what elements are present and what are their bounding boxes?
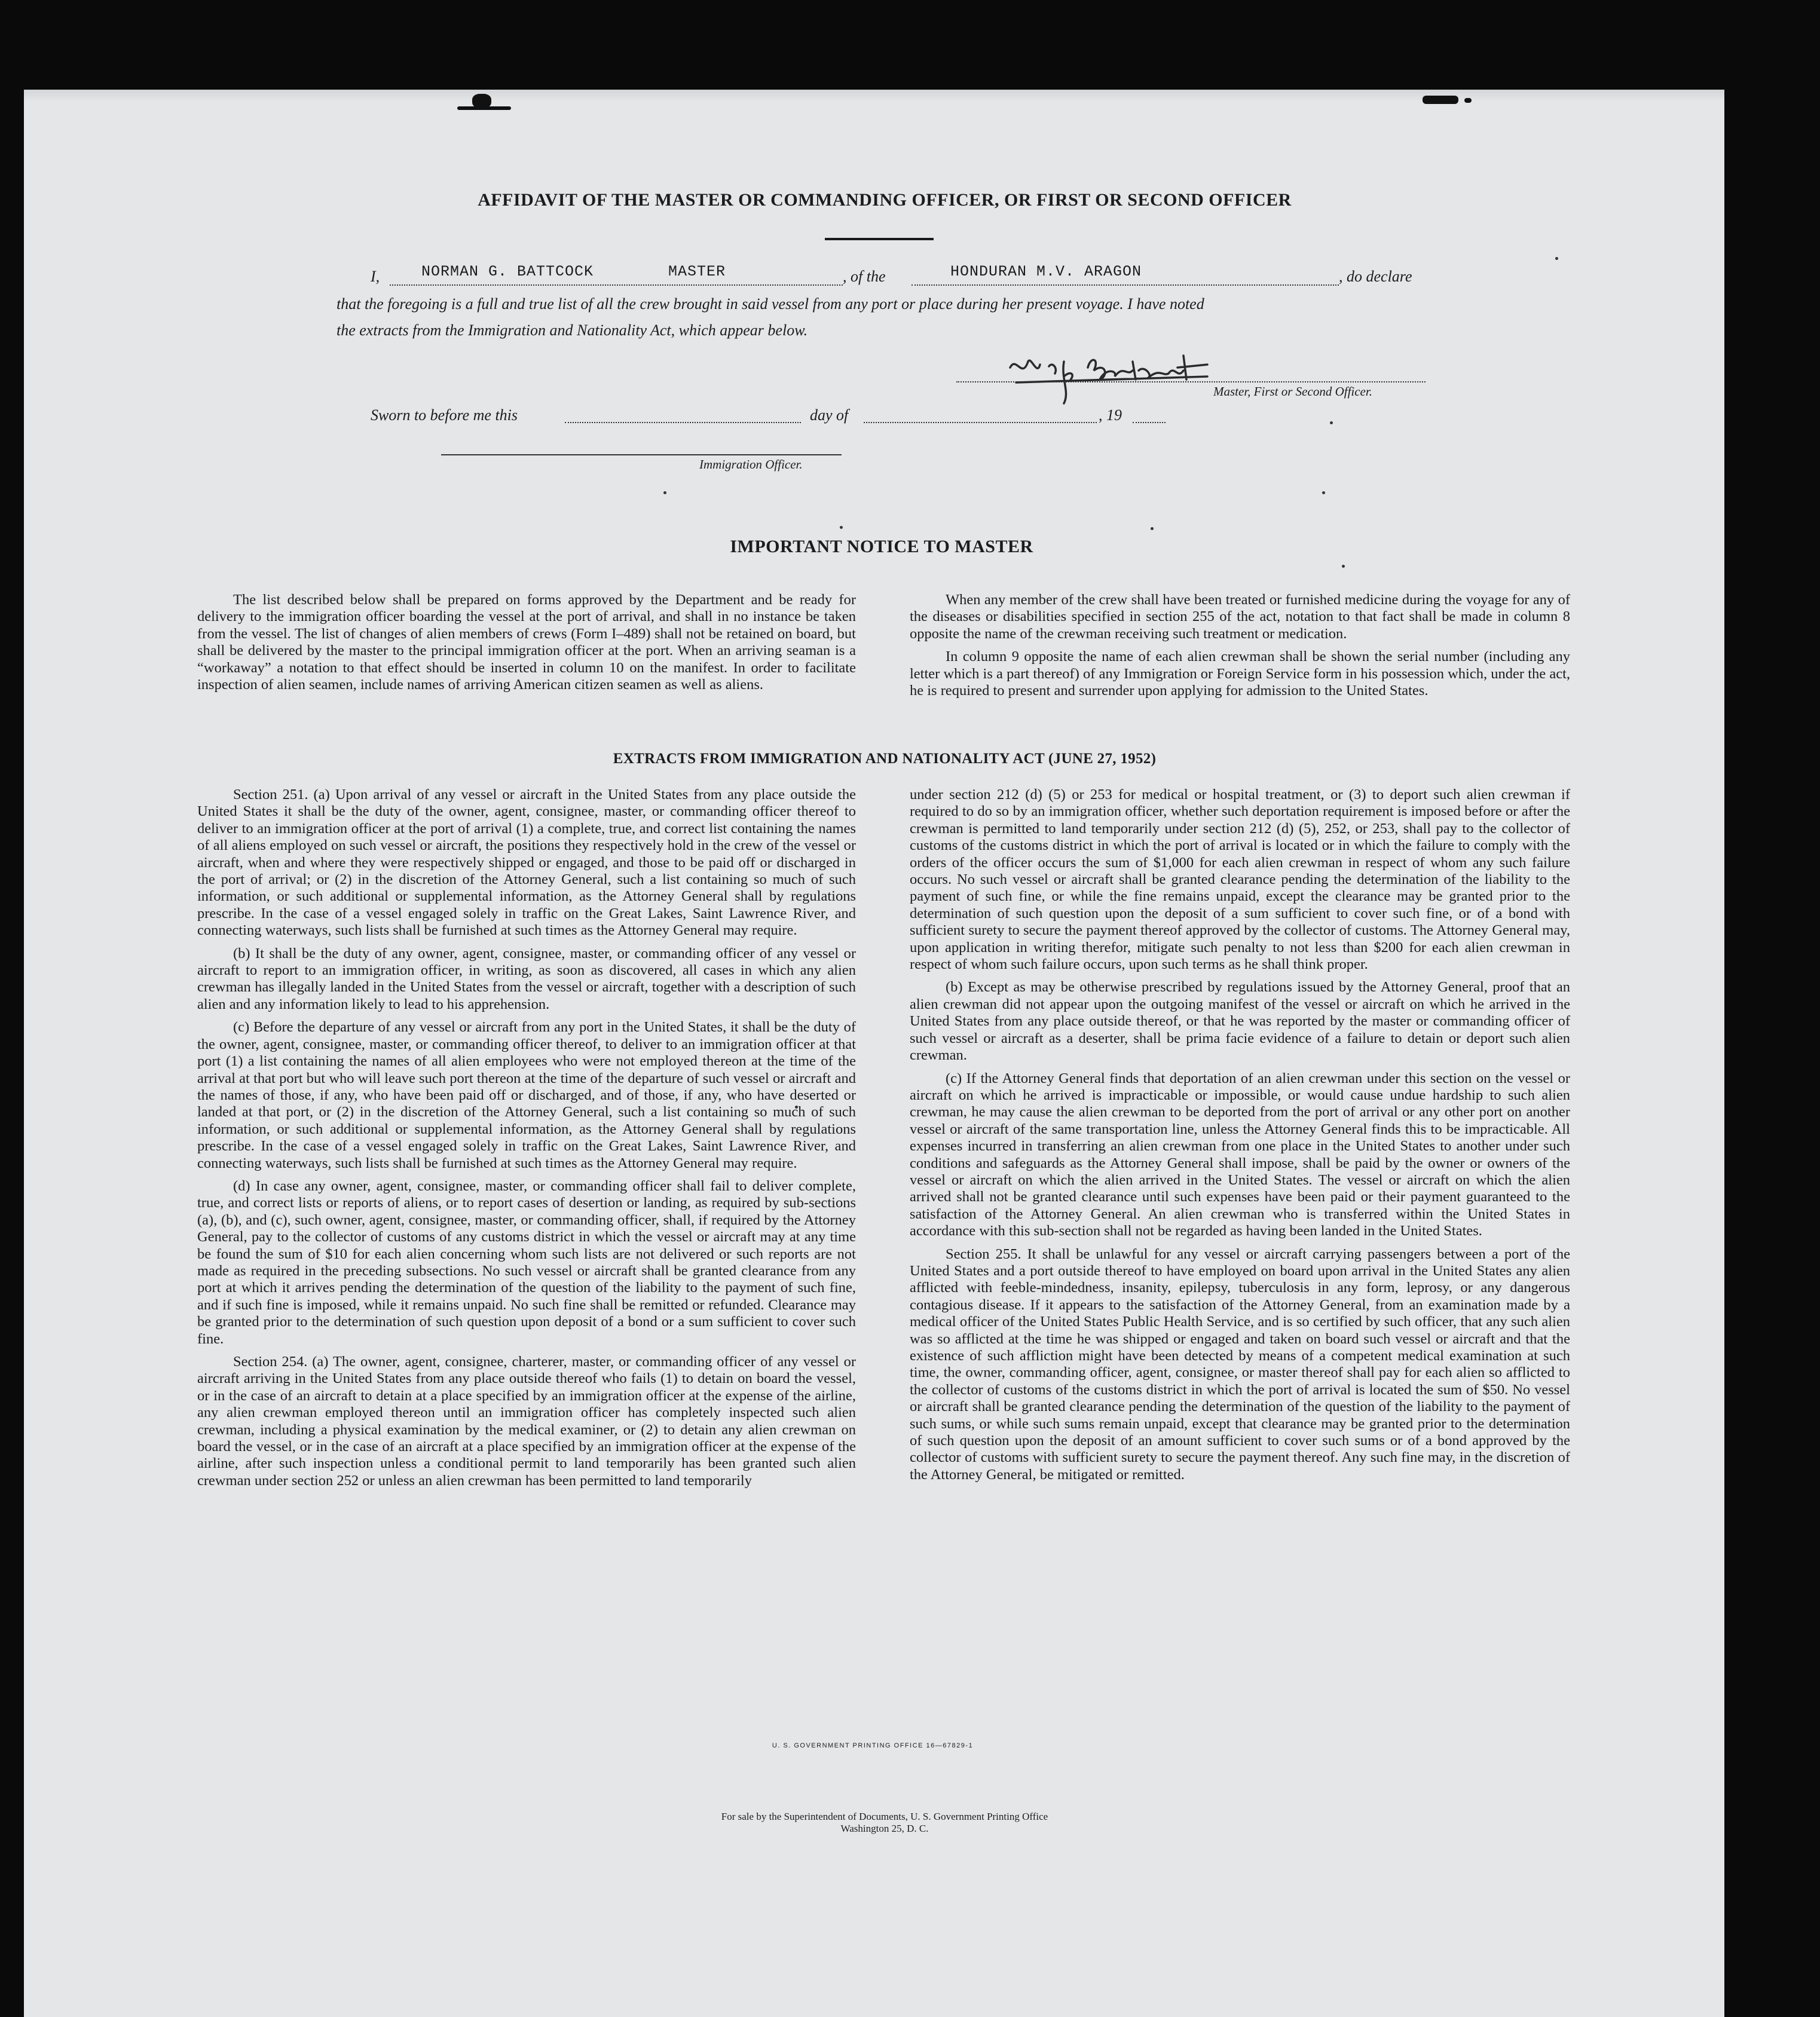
affidavit-title: AFFIDAVIT OF THE MASTER OR COMMANDING OFFICER, OR FIRST OR SECOND OFFICER [478, 190, 1292, 210]
declaration-line-1: that the foregoing is a full and true list of all the crew brought in said vessel from any port or place during her present voyage. I have noted [337, 295, 1204, 313]
typed-name: NORMAN G. BATTCOCK [421, 263, 594, 280]
notice-paragraph: In column 9 opposite the name of each alien crewman shall be shown the serial number (including any letter which is a part thereof) of any Immigration or Foreign Service form in his possession which, under the act, he is required to present and surrender upon applying for admission to the United States. [910, 648, 1570, 699]
officer-caption: Immigration Officer. [699, 457, 803, 472]
statute-paragraph: (c) If the Attorney General finds that deportation of an alien crewman under this section on the vessel or aircraft on which he arrived is impracticable or impossible, or would cause undue hardship to such alien crewman, he may cause the alien crewman to be deported from the port of arrival or any other port on another vessel or aircraft of the same transportation line, unless the Attorney General finds this to be impracticable. All expenses incurred in transferring an alien crewman from one place in the United States to another under such conditions and safeguards as the Attorney General shall impose, shall be paid by the owner or owners of the vessel or aircraft on which the alien arrived in the United States. The vessel or aircraft on which the alien arrived shall not be granted clearance until such expenses have been paid or their payment guaranteed to the satisfaction of the Attorney General. An alien crewman who is transferred within the United States in accordance with this sub-section shall not be regarded as having been landed in the United States. [910, 1070, 1570, 1239]
ink-smudge [457, 106, 511, 110]
of-the-label: , of the [843, 268, 886, 285]
typed-rank: MASTER [668, 263, 726, 280]
do-declare-label: , do declare [1339, 268, 1412, 285]
dust-speck [1342, 565, 1345, 568]
declaration-line-2: the extracts from the Immigration and Nationality Act, which appear below. [337, 322, 808, 339]
extracts-left-column [197, 786, 856, 1495]
i-label: I, [371, 268, 380, 285]
title-underline [825, 238, 934, 240]
statute-paragraph: (b) Except as may be otherwise prescribed by regulations issued by the Attorney General, proof that an alien crewman did not appear upon the outgoing manifest of the vessel or aircraft on which he arrived in the United States from any place outside thereof, or that he was reported by the master or commanding officer of such vessel or aircraft as a deserter, shall be prima facie evidence of a failure to detain or deport such alien crewman. [910, 979, 1570, 1064]
dust-speck [1555, 257, 1558, 260]
sworn-month-line [864, 422, 1097, 423]
day-of-label: day of [810, 406, 849, 424]
signature-line [956, 381, 1426, 382]
typed-vessel: HONDURAN M.V. ARAGON [950, 263, 1142, 280]
statute-paragraph: under section 212 (d) (5) or 253 for medical or hospital treatment, or (3) to deport such alien crewman if required to do so by an immigration officer, whether such deportation requirement is imposed before or after the crewman is permitted to land temporarily under section 212 (d) (5), 252, or 253, shall pay to the collector of customs of the customs district in which the port of arrival is located or in which the failure to comply with the orders of the officer occurs the sum of $1,000 for each alien crewman in respect of whom any such failure occurs. No such vessel or aircraft shall be granted clearance pending the determination of the liability to the payment of such fine, or while the fine remains unpaid, except the clearance may be granted prior to the determination of such question upon the deposit of a sum sufficient to cover such fine, or of a bond with sufficient surety to secure the payment thereof approved by the collector of customs. The Attorney General may, upon application in writing therefor, mitigate such penalty to not less than $200 for each alien crewman in respect of whom such failure occurs, upon such terms as he shall think proper. [910, 786, 1570, 973]
extracts-title: EXTRACTS FROM IMMIGRATION AND NATIONALITY ACT (JUNE 27, 1952) [613, 751, 1157, 767]
name-line [390, 284, 843, 286]
statute-paragraph: (b) It shall be the duty of any owner, agent, consignee, master, or commanding officer of any vessel or aircraft to report to an immigration officer, in writing, as soon as discovered, all cases in which any alien crewman has illegally landed in the United States from the vessel or aircraft, together with a description of such alien and any information likely to lead to his apprehension. [197, 945, 856, 1012]
dust-speck [1322, 491, 1325, 494]
statute-paragraph: Section 251. (a) Upon arrival of any vessel or aircraft in the United States from any place outside the United States it shall be the duty of the owner, agent, consignee, master, or commanding officer thereof to deliver to an immigration officer at the port of arrival (1) a complete, true, and correct list containing the names of all aliens employed on such vessel or aircraft, the positions they respectively hold in the crew of the vessel or aircraft, when and where they were respectively shipped or engaged, and those to be paid off or discharged in the port of arrival; or (2) in the discretion of the Attorney General, such a list containing so much of such information, or such additional or supplemental information, as the Attorney General shall by regulations prescribe. In the case of a vessel engaged solely in traffic on the Great Lakes, Saint Lawrence River, and connecting waterways, such lists shall be furnished at such times as the Attorney General may require. [197, 786, 856, 939]
statute-paragraph: (d) In case any owner, agent, consignee, master, or commanding officer shall fail to deliver complete, true, and correct lists or reports of aliens, or to report cases of desertion or landing, as required by sub-sections (a), (b), and (c), such owner, agent, consignee, master, or commanding officer, shall, if required by the Attorney General, pay to the collector of customs of any customs district in which the vessel or aircraft may at any time be found the sum of $10 for each alien concerning whom such lists are not delivered or such reports are not made as required in the preceding subsections. No such vessel or aircraft shall be granted clearance from any port at which it arrives pending the determination of the question of the liability to the payment of such fine, and if such fine is imposed, while it remains unpaid. No such fine shall be remitted or refunded. Clearance may be granted prior to the determination of such question upon deposit of a bond or a sum sufficient to cover such fine. [197, 1177, 856, 1347]
ink-smudge [1423, 96, 1458, 104]
statute-paragraph: (c) Before the departure of any vessel or aircraft from any port in the United States, it shall be the duty of the owner, agent, consignee, master, or commanding officer thereof, to deliver to an immigration officer at that port (1) a list containing the names of all alien employees who were not employed thereon at the time of the arrival at that port but who will leave such port thereon at the time of the departure of such vessel or aircraft and the names of those, if any, who have been paid off or discharged, and of those, if any, who have deserted or landed at that port, or (2) in the discretion of the Attorney General, such a list containing so much of such information, or such additional or supplemental information, as the Attorney General shall by regulations prescribe. In the case of a vessel engaged solely in traffic on the Great Lakes, Saint Lawrence River, and connecting waterways, such lists shall be furnished at such times as the Attorney General may require. [197, 1019, 856, 1171]
dust-speck [1330, 421, 1333, 424]
notice-right-column [910, 592, 1570, 705]
signature-caption: Master, First or Second Officer. [1213, 384, 1372, 399]
extracts-right-column [910, 786, 1570, 1489]
dust-speck [1151, 527, 1154, 530]
master-signature [1004, 344, 1219, 409]
dust-speck [663, 491, 666, 494]
gpo-imprint: U. S. GOVERNMENT PRINTING OFFICE 16—67829-1 [772, 1742, 974, 1749]
sale-notice [538, 1811, 1231, 1835]
sale-line-2: Washington 25, D. C. [840, 1823, 929, 1834]
statute-paragraph: Section 255. It shall be unlawful for any vessel or aircraft carrying passengers between a port of the United States and a port outside thereof to have employed on board upon arrival in the United States any alien afflicted with feeble-mindedness, insanity, epilepsy, tuberculosis in any form, leprosy, or any dangerous contagious disease. If it appears to the satisfaction of the Attorney General, from an examination made by a medical officer of the United States Public Health Service, and is so certified by such officer, that any such alien was so afflicted at the time he was shipped or engaged and taken on board such vessel or aircraft and that the existence of such affliction might have been detected by means of a competent medical examination at such time, the owner, commanding officer, agent, consignee, or master thereof shall pay for each alien so afflicted to the collector of customs of the customs district in which the port of arrival is located the sum of $50. No vessel or aircraft shall be granted clearance pending the determination of the question of the liability to the payment of such sums, or while such sums remain unpaid, except that clearance may be granted prior to the determination of such question upon the deposit of an amount sufficient to cover such sums or of a bond approved by the collector of customs with sufficient surety to secure the payment thereof. Any such fine may, in the discretion of the Attorney General, be mitigated or remitted. [910, 1245, 1570, 1483]
year-label: , 19 [1099, 406, 1122, 424]
notice-left-column [197, 592, 856, 699]
officer-signature-line [441, 454, 842, 455]
sale-line-1: For sale by the Superintendent of Documents, U. S. Government Printing Office [721, 1811, 1048, 1822]
statute-paragraph: Section 254. (a) The owner, agent, consignee, charterer, master, or commanding officer of any vessel or aircraft arriving in the United States from any place outside thereof who fails (1) to detain on board the vessel, or in the case of an aircraft to detain at a place specified by an immigration officer at the expense of the airline, any alien crewman employed thereon until an immigration officer has completely inspected such alien crewman, including a physical examination by the medical examiner, or (2) to detain any alien crewman on board the vessel, or in the case of an aircraft at a place specified by an immigration officer at the expense of the airline, after such inspection unless a conditional permit to land temporarily has been granted such alien crewman under section 252 or unless an alien crewman has been permitted to land temporarily [197, 1354, 856, 1489]
sworn-label: Sworn to before me this [371, 406, 518, 424]
dust-speck [840, 526, 843, 529]
ink-smudge [1464, 98, 1472, 103]
sworn-day-line [565, 422, 801, 423]
sworn-year-line [1133, 422, 1166, 423]
vessel-line [911, 284, 1339, 286]
notice-paragraph: The list described below shall be prepared on forms approved by the Department and be ready for delivery to the immigration officer boarding the vessel at the port of arrival, and shall in no instance be taken from the vessel. The list of changes of alien members of crews (Form I–489) shall not be retained on board, but shall be delivered by the master to the principal immigration officer at the port. When an arriving seaman is a “workaway” a notation to that effect should be inserted in column 10 on the manifest. In order to facilitate inspection of alien seamen, include names of arriving American citizen seamen as well as aliens. [197, 592, 856, 693]
notice-paragraph: When any member of the crew shall have been treated or furnished medicine during the voyage for any of the diseases or disabilities specified in section 255 of the act, notation to that fact shall be made in column 8 opposite the name of the crewman receiving such treatment or medication. [910, 592, 1570, 642]
notice-title: IMPORTANT NOTICE TO MASTER [730, 537, 1033, 556]
